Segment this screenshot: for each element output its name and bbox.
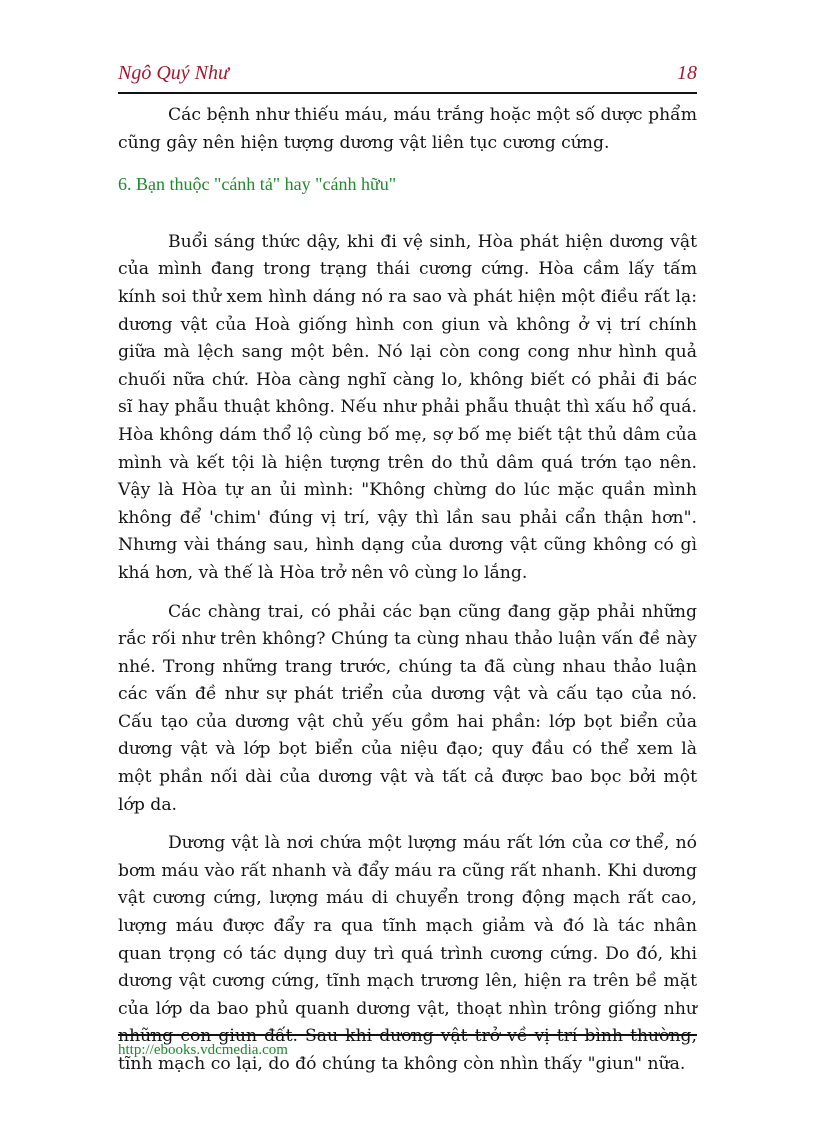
header-author: Ngô Quý Như <box>118 62 229 84</box>
paragraph-3: Các chàng trai, có phải các bạn cũng đang gặp phải những rắc rối như trên không? Chúng ta cùng nhau thảo luận vấn đề này nhé. Trong những trang trước, chúng ta đã cùng nhau thảo luận các vấn đề như sự phát triển của dương vật và cấu tạo của nó. Cấu tạo của dương vật chủ yếu gồm hai phần: lớp bọt biển của dương vật và lớp bọt biển của niệu đạo; quy đầu có thể xem là một phần nối dài của dương vật và tất cả được bao bọc bởi một lớp da. <box>118 601 697 815</box>
page-body <box>118 102 697 1090</box>
footer-link[interactable]: http://ebooks.vdcmedia.com <box>118 1042 288 1058</box>
page-header <box>118 58 697 94</box>
paragraph-1: Các bệnh như thiếu máu, máu trắng hoặc một số dược phẩm cũng gây nên hiện tượng dương vật liên tục cương cứng. <box>118 105 697 153</box>
section-heading: 6. Bạn thuộc "cánh tả" hay "cánh hữu" <box>118 174 397 195</box>
page-number: 18 <box>677 62 697 84</box>
footer-divider <box>118 1034 697 1036</box>
paragraph-2: Buổi sáng thức dậy, khi đi vệ sinh, Hòa phát hiện dương vật của mình đang trong trạng thái cương cứng. Hòa cầm lấy tấm kính soi thử xem hình dáng nó ra sao và phát hiện một điều rất lạ: dương vật của Hoà giống hình con giun và không ở vị trí chính giữa mà lệch sang một bên. Nó lại còn cong cong như hình quả chuối nữa chứ. Hòa càng nghĩ càng lo, không biết có phải đi bác sĩ hay phẫu thuật không. Nếu như phải phẫu thuật thì xấu hổ quá. Hòa không dám thổ lộ cùng bố mẹ, sợ bố mẹ biết tật thủ dâm của mình và kết tội là hiện tượng trên do thủ dâm quá trớn tạo nên. Vậy là Hòa tự an ủi mình: "Không chừng do lúc mặc quần mình không để 'chim' đúng vị trí, vậy thì lần sau phải cẩn thận hơn". Nhưng vài tháng sau, hình dạng của dương vật cũng không có gì khá hơn, và thế là Hòa trở nên vô cùng lo lắng. <box>118 231 697 583</box>
paragraph-4: Dương vật là nơi chứa một lượng máu rất lớn của cơ thể, nó bơm máu vào rất nhanh và đẩy máu ra cũng rất nhanh. Khi dương vật cương cứng, lượng máu di chuyển trong động mạch rất cao, lượng máu được đẩy ra qua tĩnh mạch giảm và đó là tác nhân quan trọng có tác dụng duy trì quá trình cương cứng. Do đó, khi dương vật cương cứng, tĩnh mạch trương lên, hiện ra trên bề mặt của lớp da bao phủ quanh dương vật, thoạt nhìn trông giống như những con giun đất. Sau khi dương vật trở về vị trí bình thường, tĩnh mạch co lại, do đó chúng ta không còn nhìn thấy "giun" nữa. <box>118 833 697 1074</box>
